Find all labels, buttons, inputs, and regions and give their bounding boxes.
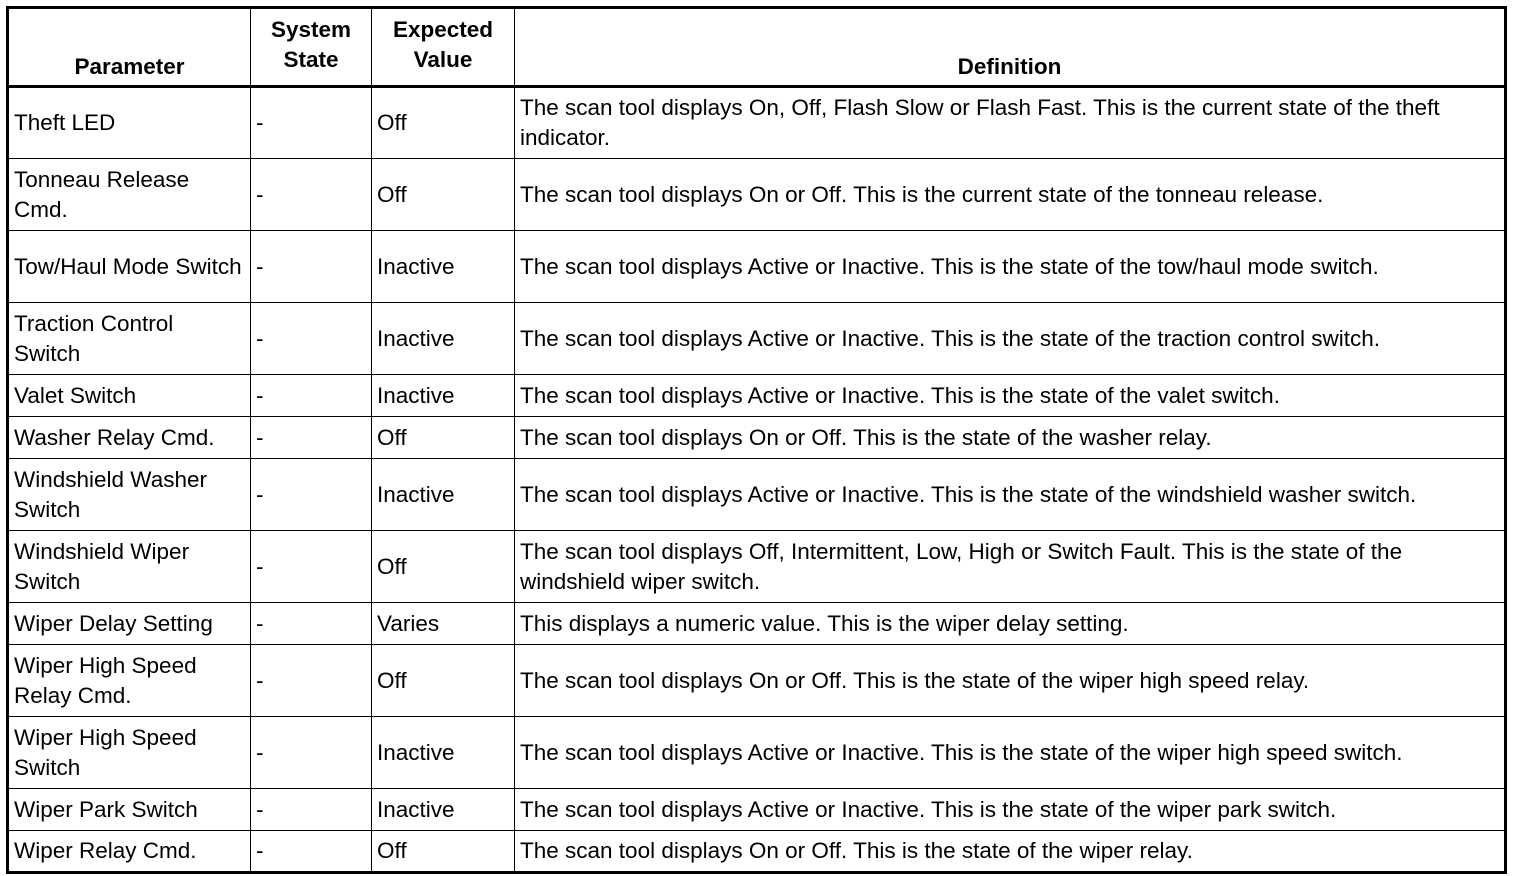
system-state-cell: - — [251, 375, 372, 417]
parameter-cell: Theft LED — [8, 87, 251, 159]
header-row — [8, 8, 1506, 87]
expected-value-cell: Off — [372, 159, 515, 231]
system-state-cell: - — [251, 531, 372, 603]
system-state-cell: - — [251, 459, 372, 531]
header-system-state-line-2: State — [283, 47, 339, 72]
table-row — [8, 303, 1506, 375]
definition-cell: The scan tool displays On, Off, Flash Slow or Flash Fast. This is the current state of the theft indicator. — [515, 87, 1506, 159]
definition-cell: The scan tool displays Active or Inactive. This is the state of the traction control switch. — [515, 303, 1506, 375]
definition-cell: The scan tool displays On or Off. This is the current state of the tonneau release. — [515, 159, 1506, 231]
definition-cell: The scan tool displays Active or Inactive. This is the state of the wiper park switch. — [515, 789, 1506, 831]
parameter-cell: Wiper High Speed Switch — [8, 717, 251, 789]
expected-value-cell: Inactive — [372, 789, 515, 831]
parameter-cell: Windshield Wiper Switch — [8, 531, 251, 603]
expected-value-cell: Inactive — [372, 717, 515, 789]
definition-cell: The scan tool displays On or Off. This is the state of the wiper relay. — [515, 831, 1506, 873]
header-definition: Definition — [515, 8, 1506, 87]
system-state-cell: - — [251, 87, 372, 159]
parameter-cell: Traction Control Switch — [8, 303, 251, 375]
expected-value-cell: Off — [372, 531, 515, 603]
system-state-cell: - — [251, 303, 372, 375]
parameter-cell: Wiper Relay Cmd. — [8, 831, 251, 873]
definition-cell: The scan tool displays Active or Inactive. This is the state of the windshield washer switch. — [515, 459, 1506, 531]
table-row — [8, 87, 1506, 159]
system-state-cell: - — [251, 159, 372, 231]
system-state-cell: - — [251, 603, 372, 645]
definition-cell: The scan tool displays Active or Inactive. This is the state of the tow/haul mode switch. — [515, 231, 1506, 303]
table-row — [8, 789, 1506, 831]
parameter-cell: Wiper High Speed Relay Cmd. — [8, 645, 251, 717]
definition-cell: This displays a numeric value. This is the wiper delay setting. — [515, 603, 1506, 645]
table-row — [8, 531, 1506, 603]
table-row — [8, 717, 1506, 789]
definition-cell: The scan tool displays Off, Intermittent, Low, High or Switch Fault. This is the state of the windshield wiper switch. — [515, 531, 1506, 603]
expected-value-cell: Off — [372, 87, 515, 159]
definition-cell: The scan tool displays Active or Inactive. This is the state of the wiper high speed switch. — [515, 717, 1506, 789]
expected-value-cell: Off — [372, 831, 515, 873]
expected-value-cell: Inactive — [372, 459, 515, 531]
table-row — [8, 375, 1506, 417]
header-expected-value — [372, 8, 515, 87]
header-expected-value-line-1: Expected — [392, 17, 494, 42]
table-row — [8, 159, 1506, 231]
header-parameter: Parameter — [8, 8, 251, 87]
expected-value-cell: Inactive — [372, 303, 515, 375]
table-row — [8, 603, 1506, 645]
header-system-state-line-1: System — [270, 17, 352, 42]
system-state-cell: - — [251, 789, 372, 831]
header-expected-value-line-2: Value — [413, 47, 473, 72]
table-row — [8, 459, 1506, 531]
definition-cell: The scan tool displays On or Off. This is the state of the wiper high speed relay. — [515, 645, 1506, 717]
system-state-cell: - — [251, 231, 372, 303]
system-state-cell: - — [251, 417, 372, 459]
parameter-cell: Wiper Park Switch — [8, 789, 251, 831]
system-state-cell: - — [251, 645, 372, 717]
definition-cell: The scan tool displays Active or Inactive. This is the state of the valet switch. — [515, 375, 1506, 417]
system-state-cell: - — [251, 831, 372, 873]
parameter-table — [6, 6, 1507, 874]
table-row — [8, 645, 1506, 717]
expected-value-cell: Varies — [372, 603, 515, 645]
parameter-cell: Wiper Delay Setting — [8, 603, 251, 645]
header-system-state — [251, 8, 372, 87]
parameter-cell: Tow/Haul Mode Switch — [8, 231, 251, 303]
table-row — [8, 417, 1506, 459]
definition-cell: The scan tool displays On or Off. This is the state of the washer relay. — [515, 417, 1506, 459]
parameter-cell: Washer Relay Cmd. — [8, 417, 251, 459]
parameter-cell: Tonneau Release Cmd. — [8, 159, 251, 231]
parameter-cell: Valet Switch — [8, 375, 251, 417]
table-row — [8, 231, 1506, 303]
expected-value-cell: Inactive — [372, 231, 515, 303]
system-state-cell: - — [251, 717, 372, 789]
expected-value-cell: Off — [372, 645, 515, 717]
expected-value-cell: Off — [372, 417, 515, 459]
parameter-cell: Windshield Washer Switch — [8, 459, 251, 531]
expected-value-cell: Inactive — [372, 375, 515, 417]
table-row — [8, 831, 1506, 873]
